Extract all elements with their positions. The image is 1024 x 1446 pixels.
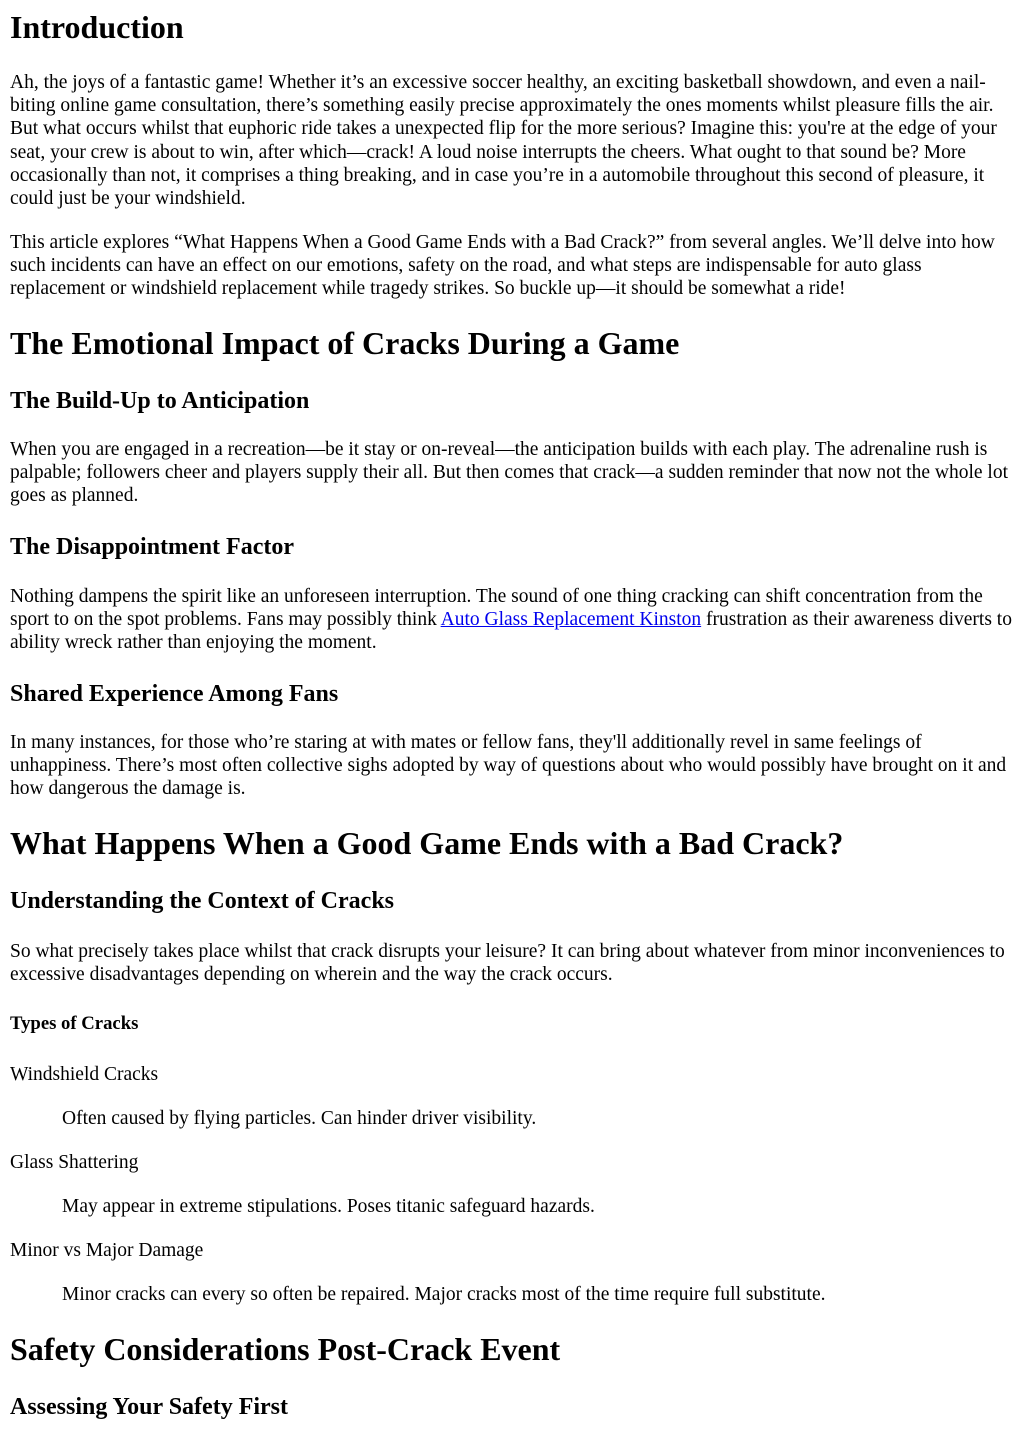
context-paragraph: So what precisely takes place whilst that crack disrupts your leisure? It can bring about whatever from minor inconveniences to excessive disadvantages depending on wherein and the way the crack occurs. <box>10 941 1005 986</box>
crack-type-term: Windshield Cracks <box>10 1064 159 1085</box>
heading-introduction: Introduction <box>10 9 184 45</box>
disappointment-paragraph <box>10 585 1016 655</box>
crack-type-description: Often caused by flying particles. Can hinder driver visibility. <box>62 1108 537 1129</box>
heading-build-up: The Build-Up to Anticipation <box>10 388 310 414</box>
disappointment-text-before: Nothing dampens the spirit like an unforeseen interruption. The sound of one thing cracking can shift concentration from the sport to on the spot problems. Fans may possibly think <box>10 586 983 631</box>
crack-type-description: Minor cracks can every so often be repaired. Major cracks most of the time require full substitute. <box>62 1284 826 1305</box>
shared-experience-paragraph: In many instances, for those who’re staring at with mates or fellow fans, they'll additionally revel in same feelings of unhappiness. There’s most often collective sighs adopted by way of questions about who would possibly have brought on it and how dangerous the damage is. <box>10 732 1007 800</box>
heading-disappointment: The Disappointment Factor <box>10 534 294 560</box>
intro-paragraph-2: This article explores “What Happens When a Good Game Ends with a Bad Crack?” from several angles. We’ll delve into how such incidents can have an effect on our emotions, safety on the road, and what steps are indispensable for auto glass replacement or windshield replacement while tragedy strikes. So buckle up—it should be somewhat a ride! <box>10 232 995 300</box>
heading-shared-experience: Shared Experience Among Fans <box>10 681 339 707</box>
crack-type-description: May appear in extreme stipulations. Poses titanic safeguard hazards. <box>62 1196 595 1217</box>
heading-context-of-cracks: Understanding the Context of Cracks <box>10 888 394 914</box>
crack-type-term: Minor vs Major Damage <box>10 1240 204 1261</box>
heading-types-of-cracks: Types of Cracks <box>10 1013 139 1034</box>
heading-emotional-impact: The Emotional Impact of Cracks During a Game <box>10 325 680 361</box>
heading-what-happens: What Happens When a Good Game Ends with a Bad Crack? <box>10 825 844 861</box>
heading-safety-considerations: Safety Considerations Post-Crack Event <box>10 1331 561 1367</box>
crack-type-term: Glass Shattering <box>10 1152 139 1173</box>
auto-glass-link[interactable]: Auto Glass Replacement Kinston <box>440 609 702 631</box>
intro-paragraph-1: Ah, the joys of a fantastic game! Whether it’s an excessive soccer healthy, an exciting basketball showdown, and even a nail-biting online game consultation, there’s something easily precise approximately the ones moments whilst pleasure fills the air. But what occurs whilst that euphoric ride takes a unexpected flip for the more serious? Imagine this: you're at the edge of your seat, your crew is about to win, after which—crack! A loud noise interrupts the cheers. What ought to that sound be? More occasionally than not, it comprises a thing breaking, and in case you’re in a automobile throughout this second of pleasure, it could just be your windshield. <box>10 72 997 210</box>
disappointment-text-after: frustration as their awareness diverts to ability wreck rather than enjoying the moment. <box>10 609 1012 654</box>
build-up-paragraph: When you are engaged in a recreation—be it stay or on-reveal—the anticipation builds with each play. The adrenaline rush is palpable; followers cheer and players supply their all. But then comes that crack—a sudden reminder that now not the whole lot goes as planned. <box>10 439 1008 507</box>
heading-assessing-safety: Assessing Your Safety First <box>10 1394 289 1420</box>
